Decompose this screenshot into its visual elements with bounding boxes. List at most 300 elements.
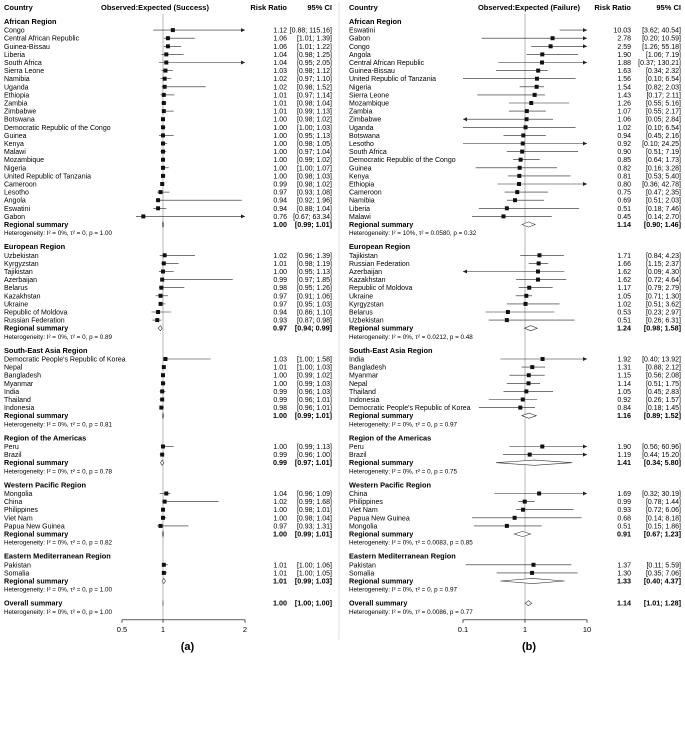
study-risk-ratio: 1.03 bbox=[273, 68, 287, 76]
regional-summary-label: Regional summary bbox=[4, 576, 69, 586]
point-estimate-square bbox=[533, 93, 537, 97]
point-estimate-square bbox=[527, 373, 531, 377]
study-risk-ratio: 1.00 bbox=[273, 124, 287, 132]
study-risk-ratio: 0.93 bbox=[617, 507, 631, 515]
point-estimate-square bbox=[163, 85, 167, 89]
study-risk-ratio: 0.84 bbox=[617, 405, 631, 413]
study-name: Cameroon bbox=[349, 189, 382, 197]
point-estimate-square bbox=[505, 524, 509, 528]
study-ci: [0.14; 8.18] bbox=[645, 515, 681, 523]
study-name: Democratic Republic of the Congo bbox=[4, 124, 111, 132]
point-estimate-square bbox=[161, 150, 165, 154]
study-ci: [0.47; 2.35] bbox=[645, 189, 681, 197]
study-ci: [0.51; 7.19] bbox=[645, 149, 681, 157]
region-heading: Western Pacific Region bbox=[4, 480, 87, 490]
study-risk-ratio: 0.99 bbox=[273, 277, 287, 285]
study-name: Lesotho bbox=[4, 189, 29, 197]
study-risk-ratio: 1.63 bbox=[617, 68, 631, 76]
panel-label: (b) bbox=[521, 640, 537, 653]
heterogeneity-text: Heterogeneity: I² = 0%, τ² = 0, p = 1.00 bbox=[4, 230, 113, 238]
study-ci: [1.00; 1.06] bbox=[296, 562, 332, 570]
study-ci: [0.26; 6.31] bbox=[645, 317, 681, 325]
regional-summary-ratio: 1.16 bbox=[617, 411, 631, 421]
study-risk-ratio: 1.05 bbox=[617, 388, 631, 396]
study-risk-ratio: 1.12 bbox=[273, 27, 287, 35]
study-risk-ratio: 0.97 bbox=[273, 293, 287, 301]
study-risk-ratio: 1.00 bbox=[273, 444, 287, 451]
study-risk-ratio: 1.01 bbox=[273, 100, 287, 108]
study-risk-ratio: 0.97 bbox=[273, 523, 287, 531]
study-name: Ukraine bbox=[349, 293, 374, 301]
point-estimate-square bbox=[162, 93, 166, 97]
study-risk-ratio: 1.00 bbox=[273, 149, 287, 157]
point-estimate-square bbox=[161, 373, 165, 377]
regional-summary-ratio: 1.00 bbox=[273, 220, 287, 229]
study-risk-ratio: 0.80 bbox=[617, 181, 631, 189]
study-risk-ratio: 1.02 bbox=[273, 84, 287, 92]
point-estimate-square bbox=[524, 302, 528, 306]
study-name: Pakistan bbox=[4, 562, 31, 570]
study-risk-ratio: 1.71 bbox=[617, 252, 631, 260]
study-ci: [0.99; 1.13] bbox=[296, 108, 332, 116]
study-ci: [0.44; 15.20] bbox=[642, 452, 681, 460]
point-estimate-square bbox=[524, 125, 528, 129]
study-risk-ratio: 1.30 bbox=[617, 570, 631, 578]
point-estimate-square bbox=[162, 365, 166, 369]
point-estimate-square bbox=[536, 270, 540, 274]
study-ci: [1.06; 7.19] bbox=[645, 51, 681, 59]
point-estimate-square bbox=[518, 406, 522, 410]
study-risk-ratio: 1.01 bbox=[273, 562, 287, 570]
study-name: Central African Republic bbox=[349, 60, 425, 67]
point-estimate-square bbox=[164, 61, 168, 65]
study-ci: [0.97; 1.85] bbox=[296, 277, 332, 285]
point-estimate-square bbox=[166, 36, 170, 40]
study-risk-ratio: 1.07 bbox=[617, 108, 631, 116]
study-ci: [0.92; 1.96] bbox=[296, 197, 332, 205]
study-ci: [0.20; 10.59] bbox=[642, 35, 681, 43]
header-effect: Observed:Expected (Failure) bbox=[477, 3, 581, 12]
study-ci: [0.78; 1.44] bbox=[645, 499, 681, 507]
study-name: Guinea-Bissau bbox=[349, 68, 395, 76]
study-ci: [0.51; 2.03] bbox=[645, 197, 681, 205]
study-risk-ratio: 1.00 bbox=[273, 116, 287, 124]
point-estimate-square bbox=[163, 500, 167, 504]
study-name: Kazakhstan bbox=[349, 277, 386, 285]
study-risk-ratio: 1.17 bbox=[617, 285, 631, 293]
summary-diamond bbox=[161, 460, 164, 465]
study-risk-ratio: 1.02 bbox=[617, 124, 631, 132]
study-name: Angola bbox=[349, 51, 371, 59]
summary-diamond bbox=[496, 460, 572, 465]
study-risk-ratio: 1.06 bbox=[617, 116, 631, 124]
study-name: Uganda bbox=[4, 84, 29, 92]
study-risk-ratio: 1.90 bbox=[617, 51, 631, 59]
summary-diamond bbox=[514, 531, 530, 536]
study-risk-ratio: 1.26 bbox=[617, 100, 631, 108]
study-name: Myanmar bbox=[349, 372, 379, 380]
study-name: Indonesia bbox=[4, 405, 35, 413]
study-risk-ratio: 1.04 bbox=[273, 60, 287, 67]
study-ci: [0.37; 130.21] bbox=[638, 60, 681, 67]
study-ci: [0.35; 7.06] bbox=[645, 570, 681, 578]
study-name: Mongolia bbox=[349, 523, 378, 531]
study-risk-ratio: 0.76 bbox=[273, 213, 287, 221]
study-name: Democratic Republic of the Congo bbox=[349, 157, 456, 165]
study-name: Belarus bbox=[4, 285, 28, 293]
point-estimate-square bbox=[524, 389, 528, 393]
study-ci: [0.10; 24.25] bbox=[642, 141, 681, 148]
regional-summary-label: Regional summary bbox=[4, 529, 69, 539]
study-name: Brazil bbox=[349, 452, 367, 460]
point-estimate-square bbox=[517, 182, 521, 186]
header-country: Country bbox=[4, 3, 33, 12]
study-ci: [0.97; 1.14] bbox=[296, 92, 332, 100]
ci-arrow-right bbox=[583, 445, 587, 449]
study-risk-ratio: 0.99 bbox=[273, 388, 287, 396]
point-estimate-square bbox=[160, 182, 164, 186]
study-ci: [0.96; 1.01] bbox=[296, 397, 332, 404]
study-risk-ratio: 0.92 bbox=[617, 397, 631, 404]
summary-diamond bbox=[522, 413, 536, 418]
point-estimate-square bbox=[518, 166, 522, 170]
study-ci: [0.97; 1.04] bbox=[296, 149, 332, 157]
overall-heterogeneity-text: Heterogeneity: I² = 0%, τ² = 0, p = 1.00 bbox=[4, 608, 113, 616]
point-estimate-square bbox=[162, 109, 166, 113]
point-estimate-square bbox=[161, 166, 165, 170]
point-estimate-square bbox=[537, 261, 541, 265]
study-risk-ratio: 1.62 bbox=[617, 269, 631, 276]
study-name: Russian Federation bbox=[4, 317, 65, 325]
study-risk-ratio: 1.31 bbox=[617, 364, 631, 372]
heterogeneity-text: Heterogeneity: I² = 0%, τ² = 0.0212, p = 0.48 bbox=[349, 333, 473, 341]
study-risk-ratio: 1.37 bbox=[617, 562, 631, 570]
study-risk-ratio: 1.05 bbox=[617, 293, 631, 301]
regional-summary-ci: [0.89; 1.52] bbox=[643, 411, 681, 421]
point-estimate-square bbox=[159, 406, 163, 410]
region-heading: European Region bbox=[4, 242, 66, 252]
study-risk-ratio: 1.00 bbox=[273, 165, 287, 173]
overall-summary-ratio: 1.00 bbox=[273, 598, 287, 608]
study-name: Mongolia bbox=[4, 491, 33, 498]
study-name: Brazil bbox=[4, 452, 22, 460]
study-risk-ratio: 1.01 bbox=[273, 108, 287, 116]
heterogeneity-text: Heterogeneity: I² = 0%, τ² = 0, p = 0.97 bbox=[349, 421, 458, 429]
study-name: Mozambique bbox=[349, 100, 390, 108]
point-estimate-square bbox=[549, 44, 553, 48]
study-ci: [0.98; 1.25] bbox=[296, 51, 332, 59]
study-name: Bangladesh bbox=[4, 372, 41, 380]
study-name: Nepal bbox=[349, 380, 368, 388]
point-estimate-square bbox=[551, 36, 555, 40]
regional-summary-label: Regional summary bbox=[349, 576, 414, 586]
summary-diamond bbox=[522, 222, 535, 227]
study-name: Sierra Leone bbox=[4, 68, 45, 76]
point-estimate-square bbox=[521, 398, 525, 402]
study-ci: [0.86; 1.10] bbox=[296, 309, 332, 317]
study-name: India bbox=[4, 388, 20, 396]
study-ci: [0.99; 1.03] bbox=[296, 380, 332, 388]
point-estimate-square bbox=[535, 85, 539, 89]
study-risk-ratio: 1.02 bbox=[273, 76, 287, 84]
point-estimate-square bbox=[161, 158, 165, 162]
study-risk-ratio: 1.04 bbox=[273, 51, 287, 59]
regional-summary-label: Regional summary bbox=[4, 458, 69, 468]
study-risk-ratio: 1.00 bbox=[273, 157, 287, 165]
study-name: Gabon bbox=[349, 35, 371, 43]
study-ci: [1.00; 1.58] bbox=[296, 356, 332, 364]
point-estimate-square bbox=[515, 190, 519, 194]
point-estimate-square bbox=[537, 492, 541, 496]
study-risk-ratio: 0.99 bbox=[273, 181, 287, 189]
study-ci: [0.36; 42.78] bbox=[642, 181, 681, 189]
study-risk-ratio: 0.94 bbox=[617, 132, 631, 140]
point-estimate-square bbox=[164, 492, 168, 496]
study-risk-ratio: 0.45 bbox=[617, 213, 631, 221]
point-estimate-square bbox=[537, 253, 541, 257]
study-ci: [0.98; 1.04] bbox=[296, 515, 332, 523]
study-name: Republic of Moldova bbox=[349, 285, 413, 293]
study-ci: [0.98; 1.03] bbox=[296, 173, 332, 181]
ci-arrow-left bbox=[463, 270, 467, 274]
study-risk-ratio: 0.92 bbox=[617, 141, 631, 148]
study-ci: [0.18; 1.45] bbox=[645, 405, 681, 413]
point-estimate-square bbox=[517, 174, 521, 178]
ci-arrow-right bbox=[241, 214, 245, 218]
region-heading: Region of the Americas bbox=[4, 433, 87, 443]
study-name: Azerbaijan bbox=[4, 277, 38, 285]
ci-arrow-right bbox=[583, 142, 587, 146]
point-estimate-square bbox=[161, 381, 165, 385]
study-ci: [0.16; 3.28] bbox=[645, 165, 681, 173]
heterogeneity-text: Heterogeneity: I² = 0%, τ² = 0.0083, p = 0.85 bbox=[349, 539, 473, 547]
study-name: Democratic People's Republic of Korea bbox=[4, 356, 126, 364]
study-name: Ukraine bbox=[4, 301, 29, 309]
study-name: Malawi bbox=[349, 213, 371, 221]
study-ci: [0.95; 1.13] bbox=[296, 269, 332, 276]
overall-summary-ci: [1.01; 1.28] bbox=[643, 598, 681, 608]
study-risk-ratio: 1.02 bbox=[273, 252, 287, 260]
regional-summary-ci: [0.99; 1.01] bbox=[294, 529, 332, 539]
point-estimate-square bbox=[513, 198, 517, 202]
study-name: Botswana bbox=[4, 116, 35, 124]
study-ci: [0.53; 5.40] bbox=[645, 173, 681, 181]
point-estimate-square bbox=[161, 508, 165, 512]
point-estimate-square bbox=[525, 117, 529, 121]
overall-summary-label: Overall summary bbox=[4, 598, 63, 608]
region-heading: South-East Asia Region bbox=[4, 345, 88, 355]
study-ci: [3.62; 40.54] bbox=[642, 27, 681, 35]
study-name: Uzbekistan bbox=[349, 317, 384, 325]
point-estimate-square bbox=[160, 278, 164, 282]
study-risk-ratio: 0.75 bbox=[617, 189, 631, 197]
study-ci: [0.56; 2.08] bbox=[645, 372, 681, 380]
summary-diamond bbox=[162, 531, 164, 536]
study-risk-ratio: 1.02 bbox=[617, 301, 631, 309]
study-name: Gabon bbox=[4, 213, 26, 221]
study-name: Peru bbox=[349, 444, 364, 451]
study-risk-ratio: 1.62 bbox=[617, 277, 631, 285]
study-name: Ethiopia bbox=[4, 92, 30, 100]
regional-summary-ci: [0.90; 1.46] bbox=[643, 220, 681, 229]
point-estimate-square bbox=[505, 206, 509, 210]
study-name: Tajikistan bbox=[349, 252, 378, 260]
point-estimate-square bbox=[161, 516, 165, 520]
ci-arrow-right bbox=[583, 61, 587, 65]
ci-arrow-right bbox=[583, 492, 587, 496]
point-estimate-square bbox=[540, 445, 544, 449]
x-tick-label: 2 bbox=[242, 624, 248, 634]
study-ci: [0.14; 2.70] bbox=[645, 213, 681, 221]
study-risk-ratio: 2.59 bbox=[617, 43, 631, 51]
study-name: Azerbaijan bbox=[349, 269, 383, 276]
study-name: Philippines bbox=[4, 507, 38, 515]
study-name: Thailand bbox=[4, 397, 31, 404]
regional-summary-label: Regional summary bbox=[4, 411, 69, 421]
study-ci: [0.88; 115.16] bbox=[289, 27, 332, 35]
heterogeneity-text: Heterogeneity: I² = 0%, τ² = 0, p = 0.75 bbox=[349, 468, 458, 476]
study-name: Congo bbox=[4, 27, 25, 35]
heterogeneity-text: Heterogeneity: I² = 0%, τ² = 0, p = 0.97 bbox=[349, 586, 458, 594]
study-risk-ratio: 1.54 bbox=[617, 84, 631, 92]
study-name: Russian Federation bbox=[349, 260, 410, 268]
x-tick-label: 10 bbox=[582, 624, 592, 634]
study-risk-ratio: 0.90 bbox=[617, 149, 631, 157]
study-ci: [0.51; 3.62] bbox=[645, 301, 681, 309]
point-estimate-square bbox=[159, 524, 163, 528]
point-estimate-square bbox=[536, 69, 540, 73]
point-estimate-square bbox=[156, 198, 160, 202]
x-tick-label: 1 bbox=[522, 624, 528, 634]
point-estimate-square bbox=[159, 294, 163, 298]
study-name: Guinea bbox=[349, 165, 372, 173]
study-risk-ratio: 0.51 bbox=[617, 317, 631, 325]
study-risk-ratio: 1.90 bbox=[617, 444, 631, 451]
point-estimate-square bbox=[163, 69, 167, 73]
study-ci: [0.95; 1.26] bbox=[296, 285, 332, 293]
study-ci: [0.67; 63.34] bbox=[293, 213, 332, 221]
study-ci: [0.95; 1.03] bbox=[296, 301, 332, 309]
study-ci: [0.56; 60.96] bbox=[642, 444, 681, 451]
study-name: Cameroon bbox=[4, 181, 37, 189]
point-estimate-square bbox=[528, 453, 532, 457]
study-name: Viet Nam bbox=[349, 507, 378, 515]
heterogeneity-text: Heterogeneity: I² = 0%, τ² = 0, p = 0.81 bbox=[4, 421, 113, 429]
study-name: Papua New Guinea bbox=[349, 515, 410, 523]
study-name: China bbox=[4, 499, 23, 507]
study-risk-ratio: 0.98 bbox=[273, 405, 287, 413]
study-risk-ratio: 0.99 bbox=[617, 499, 631, 507]
regional-summary-ratio: 0.99 bbox=[273, 458, 287, 468]
region-heading: Eastern Mediterranean Region bbox=[349, 551, 456, 561]
study-risk-ratio: 1.00 bbox=[273, 173, 287, 181]
point-estimate-square bbox=[171, 28, 175, 32]
ci-arrow-right bbox=[583, 357, 587, 361]
study-risk-ratio: 1.00 bbox=[273, 507, 287, 515]
study-ci: [1.00; 1.03] bbox=[296, 364, 332, 372]
ci-arrow-right bbox=[583, 36, 587, 40]
point-estimate-square bbox=[513, 516, 517, 520]
study-risk-ratio: 0.51 bbox=[617, 205, 631, 213]
overall-summary-ratio: 1.14 bbox=[617, 598, 631, 608]
study-ci: [0.64; 1.73] bbox=[645, 157, 681, 165]
study-risk-ratio: 0.93 bbox=[273, 317, 287, 325]
study-risk-ratio: 0.94 bbox=[273, 205, 287, 213]
study-risk-ratio: 0.99 bbox=[273, 452, 287, 460]
summary-diamond bbox=[162, 578, 165, 583]
study-ci: [0.96; 1.00] bbox=[296, 452, 332, 460]
study-name: Thailand bbox=[349, 388, 376, 396]
regional-summary-ratio: 1.01 bbox=[273, 576, 287, 586]
study-name: Nigeria bbox=[349, 84, 372, 92]
study-name: Nigeria bbox=[4, 165, 27, 173]
header-risk-ratio: Risk Ratio bbox=[250, 3, 287, 12]
study-ci: [0.99; 1.02] bbox=[296, 157, 332, 165]
point-estimate-square bbox=[162, 563, 166, 567]
study-ci: [0.98; 1.04] bbox=[296, 100, 332, 108]
study-ci: [0.96; 1.03] bbox=[296, 388, 332, 396]
study-ci: [0.98; 1.02] bbox=[296, 181, 332, 189]
heterogeneity-text: Heterogeneity: I² = 0%, τ² = 0, p = 0.78 bbox=[4, 468, 113, 476]
regional-summary-ci: [0.98; 1.58] bbox=[643, 323, 681, 333]
ci-arrow-right bbox=[583, 28, 587, 32]
region-heading: African Region bbox=[349, 17, 402, 26]
study-ci: [0.93; 1.31] bbox=[296, 523, 332, 531]
study-name: Congo bbox=[349, 43, 370, 51]
study-risk-ratio: 0.97 bbox=[273, 301, 287, 309]
study-risk-ratio: 0.51 bbox=[617, 523, 631, 531]
study-risk-ratio: 0.94 bbox=[273, 309, 287, 317]
point-estimate-square bbox=[161, 445, 165, 449]
point-estimate-square bbox=[163, 357, 167, 361]
study-name: Botswana bbox=[349, 132, 380, 140]
study-name: Zimbabwe bbox=[349, 116, 382, 124]
study-risk-ratio: 1.02 bbox=[273, 499, 287, 507]
study-ci: [1.00; 1.03] bbox=[296, 124, 332, 132]
regional-summary-ci: [0.99; 1.01] bbox=[294, 411, 332, 421]
study-name: Liberia bbox=[4, 51, 26, 59]
study-name: Zambia bbox=[349, 108, 373, 116]
study-ci: [0.71; 1.30] bbox=[645, 293, 681, 301]
study-name: Lesotho bbox=[349, 141, 374, 148]
summary-diamond bbox=[524, 326, 537, 331]
point-estimate-square bbox=[536, 278, 540, 282]
study-name: Uganda bbox=[349, 124, 374, 132]
study-name: Bangladesh bbox=[349, 364, 386, 372]
point-estimate-square bbox=[525, 109, 529, 113]
study-ci: [0.96; 1.39] bbox=[296, 252, 332, 260]
study-risk-ratio: 0.85 bbox=[617, 157, 631, 165]
study-ci: [0.99; 1.13] bbox=[296, 444, 332, 451]
point-estimate-square bbox=[161, 133, 165, 137]
point-estimate-square bbox=[521, 142, 525, 146]
point-estimate-square bbox=[162, 261, 166, 265]
regional-summary-label: Regional summary bbox=[349, 220, 414, 229]
regional-summary-ci: [0.67; 1.23] bbox=[643, 529, 681, 539]
summary-diamond bbox=[162, 222, 164, 227]
ci-arrow-right bbox=[583, 453, 587, 457]
study-name: Zambia bbox=[4, 100, 28, 108]
study-name: Malawi bbox=[4, 149, 26, 157]
regional-summary-label: Regional summary bbox=[349, 458, 414, 468]
study-risk-ratio: 1.69 bbox=[617, 491, 631, 498]
point-estimate-square bbox=[166, 44, 170, 48]
point-estimate-square bbox=[141, 214, 145, 218]
study-risk-ratio: 1.01 bbox=[273, 92, 287, 100]
regional-summary-ci: [0.97; 1.01] bbox=[294, 458, 332, 468]
study-name: Central African Republic bbox=[4, 35, 80, 43]
study-ci: [1.26; 55.18] bbox=[642, 43, 681, 51]
